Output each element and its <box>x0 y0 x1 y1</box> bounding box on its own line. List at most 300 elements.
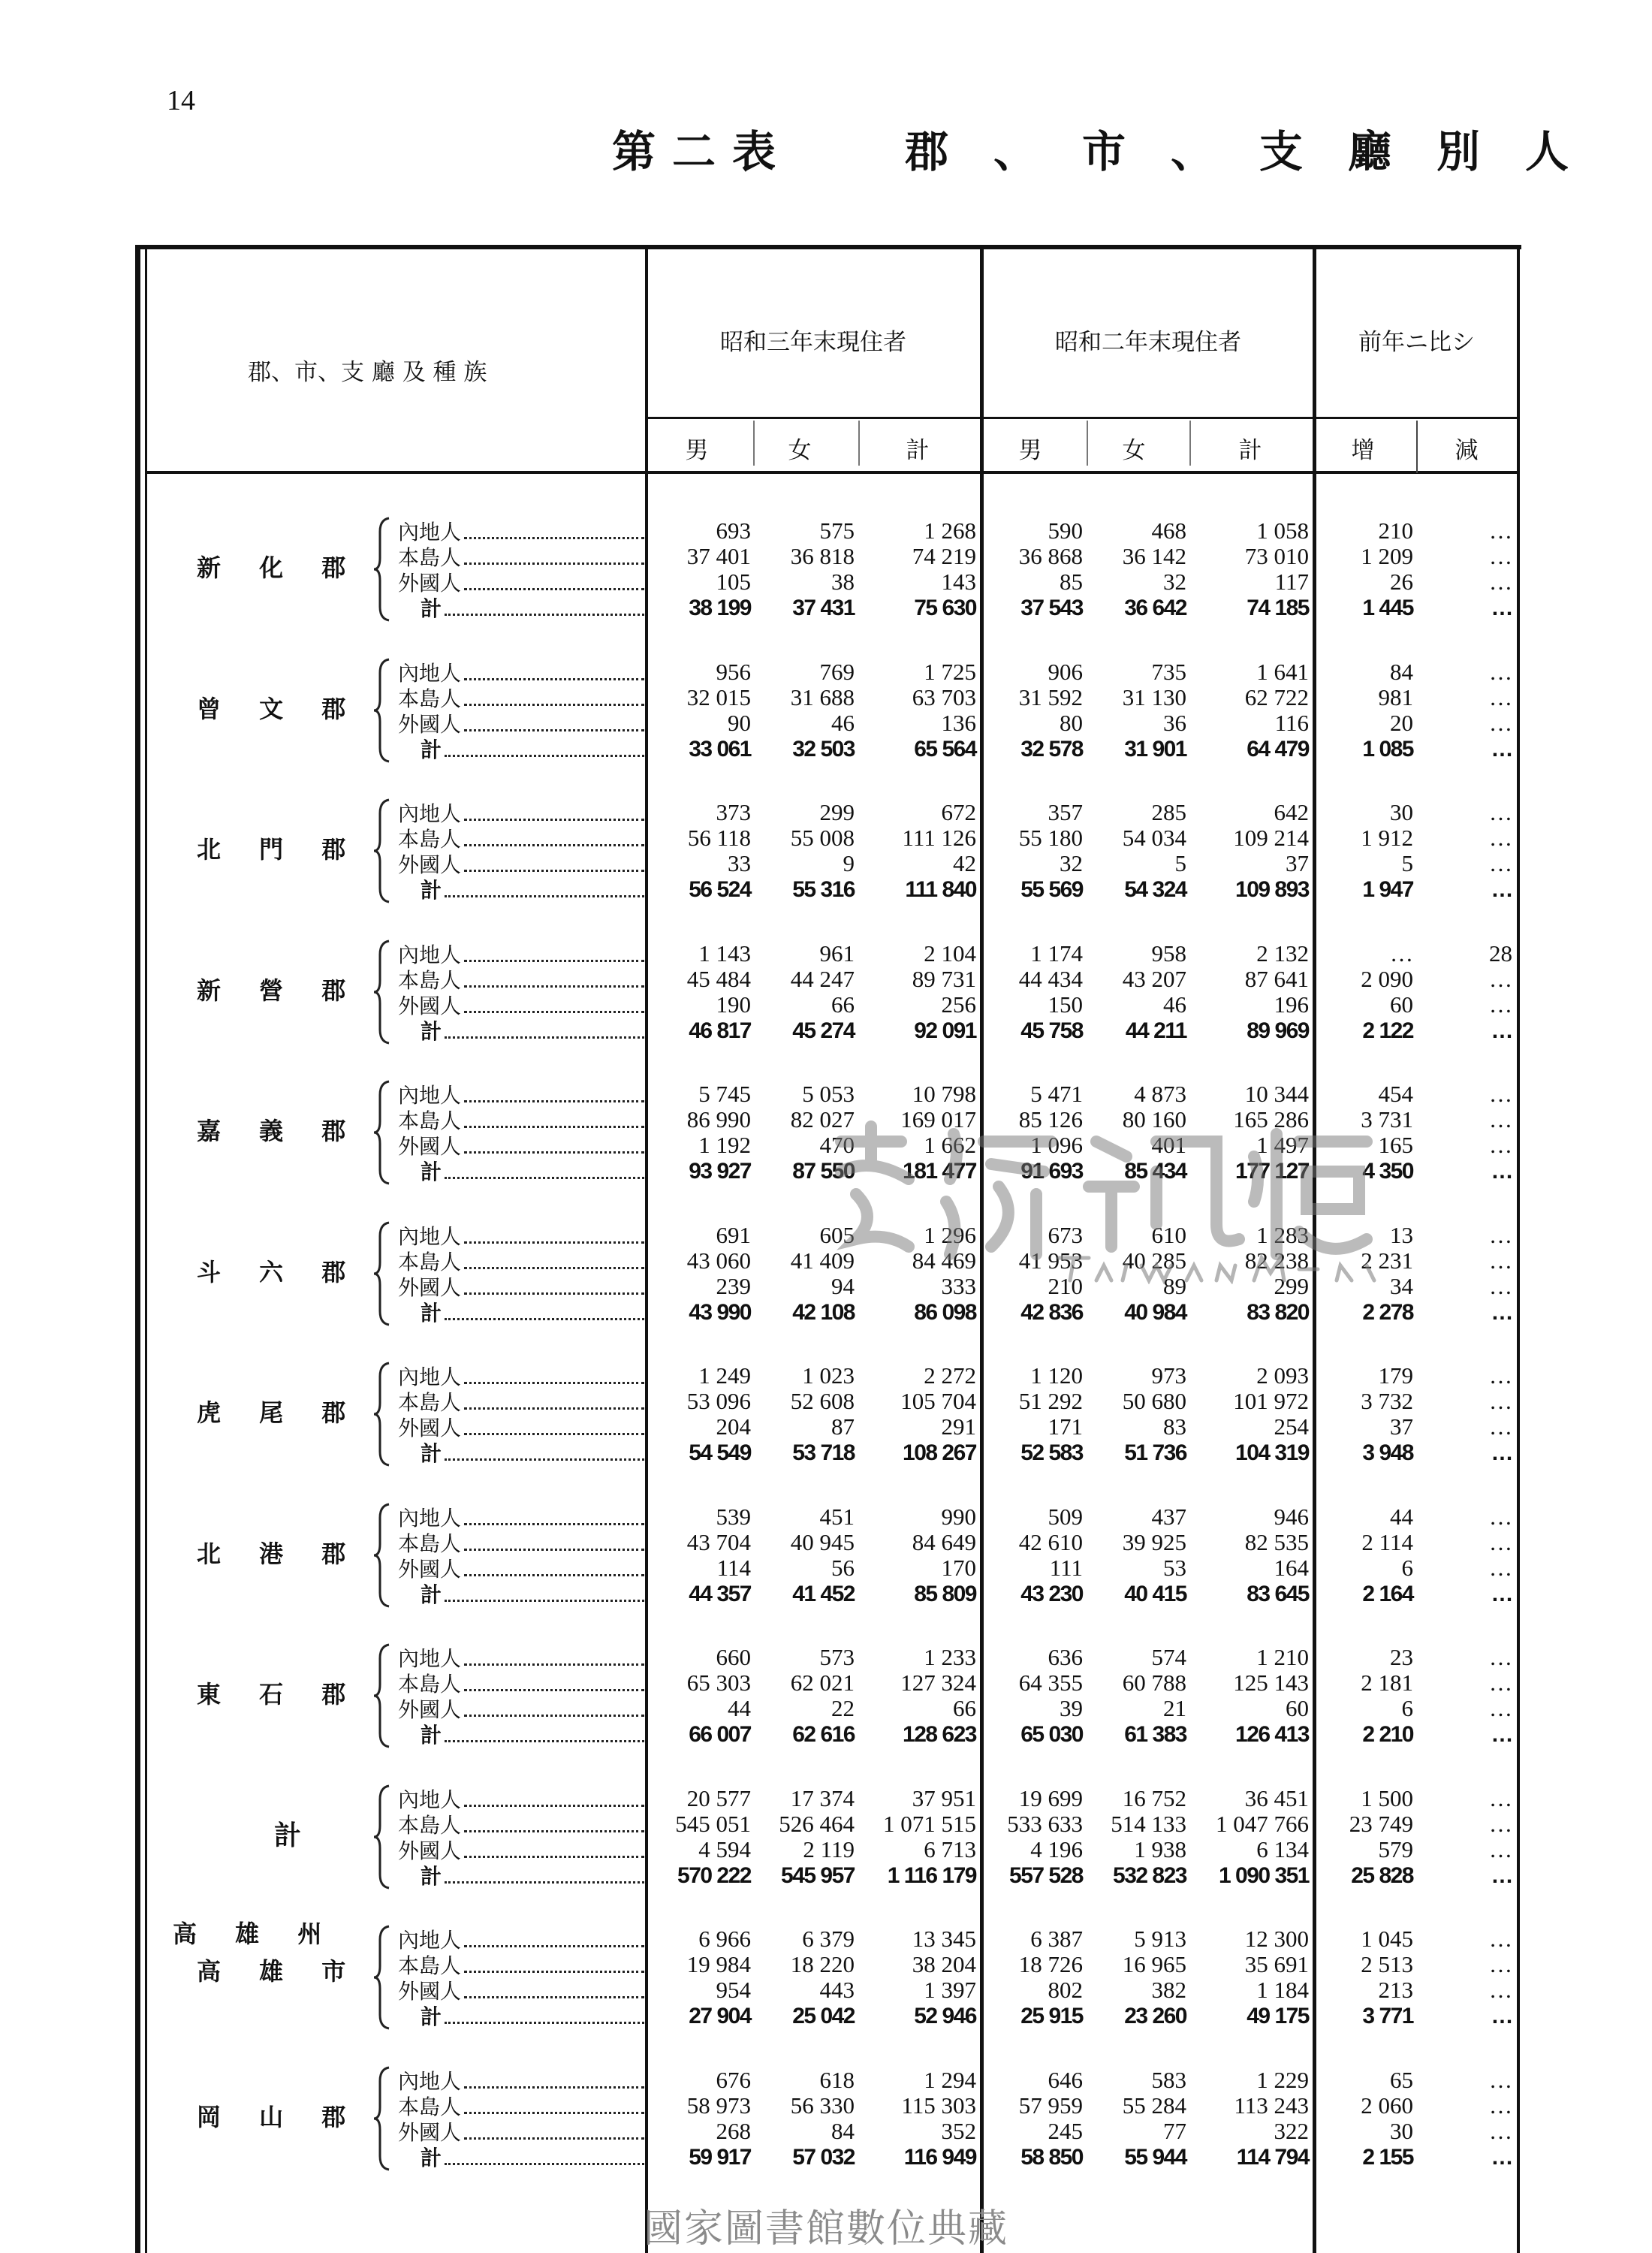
table-cell: 333 <box>941 1272 976 1299</box>
row-label <box>398 569 644 595</box>
table-cell: 53 096 <box>686 1388 751 1414</box>
column-divider <box>1313 248 1316 2253</box>
row-label <box>421 2003 644 2028</box>
brace-icon <box>372 2066 392 2171</box>
table-cell: 4 873 <box>1134 1081 1186 1107</box>
table-cell: 74 185 <box>1247 596 1309 620</box>
table-cell: 239 <box>716 1272 751 1299</box>
table-cell: … <box>1489 658 1512 685</box>
row-label <box>398 544 644 569</box>
table-cell: 73 010 <box>1244 543 1309 569</box>
table-cell: 673 <box>1048 1221 1083 1248</box>
table-cell: 2 278 <box>1362 1299 1413 1325</box>
table-cell: 3 732 <box>1361 1388 1413 1414</box>
table-cell: 5 <box>1174 850 1186 876</box>
dot-leader <box>464 1126 644 1128</box>
dot-leader <box>464 2137 644 2140</box>
table-cell: 36 <box>1163 709 1186 736</box>
table-cell: 36 642 <box>1124 596 1186 620</box>
table-cell: 204 <box>716 1413 751 1440</box>
table-cell: 2 272 <box>924 1362 976 1389</box>
district-name: 東 石 郡 <box>197 1680 361 1709</box>
table-cell: 2 093 <box>1256 1362 1309 1389</box>
brace-icon <box>372 940 392 1045</box>
table-cell: 9 <box>843 850 855 876</box>
row-label-text: 內地人 <box>398 1083 462 1108</box>
table-cell: 38 <box>831 569 855 595</box>
table-cell: 80 <box>1060 709 1083 736</box>
table-cell: … <box>1489 543 1512 569</box>
brace-icon <box>372 517 392 622</box>
row-label <box>398 1811 644 1837</box>
table-cell: 470 <box>819 1132 855 1158</box>
table-cell: 1 058 <box>1256 517 1309 544</box>
dot-leader <box>464 1996 644 1998</box>
row-label <box>421 1158 644 1184</box>
table-cell: 56 330 <box>790 2092 855 2119</box>
table-cell: … <box>1489 850 1512 876</box>
table-cell: 61 383 <box>1124 1722 1186 1747</box>
table-cell: 16 965 <box>1122 1951 1186 1977</box>
table-cell: 256 <box>941 991 976 1018</box>
dot-leader <box>464 1433 644 1435</box>
table-cell: 31 901 <box>1124 736 1186 762</box>
table-cell: 526 464 <box>779 1810 855 1837</box>
table-cell: 37 431 <box>792 596 855 620</box>
table-cell: 352 <box>941 2117 976 2144</box>
table-cell: 1 445 <box>1362 596 1413 620</box>
sub-divider <box>1189 421 1191 466</box>
table-cell: 109 893 <box>1235 877 1309 902</box>
table-cell: 143 <box>941 569 976 595</box>
dot-leader <box>464 1805 644 1807</box>
table-cell: 125 143 <box>1233 1669 1309 1696</box>
table-cell: 111 840 <box>905 877 976 902</box>
table-cell: 109 214 <box>1233 825 1309 851</box>
dot-leader <box>445 1740 644 1742</box>
table-cell: 32 503 <box>792 736 855 762</box>
table-cell: 44 357 <box>689 1581 751 1606</box>
dot-leader <box>445 1600 644 1602</box>
row-label <box>398 1504 644 1530</box>
table-cell: … <box>1489 1644 1512 1670</box>
table-cell: 1 045 <box>1361 1926 1413 1952</box>
subheader-7: 減 <box>1455 437 1479 464</box>
table-cell: 32 015 <box>686 683 751 710</box>
table-cell: 4 350 <box>1362 1159 1413 1184</box>
table-cell: 210 <box>1048 1272 1083 1299</box>
table-cell: 2 122 <box>1362 1018 1413 1043</box>
table-cell: 87 <box>831 1413 855 1440</box>
table-cell: 46 817 <box>689 1018 751 1043</box>
table-cell: 437 <box>1151 1503 1186 1530</box>
dot-leader <box>445 1458 644 1461</box>
table-cell: 1 085 <box>1362 736 1413 762</box>
table-cell: … <box>1489 1106 1512 1133</box>
table-cell: 82 027 <box>790 1106 855 1133</box>
table-cell: 42 836 <box>1020 1299 1083 1325</box>
row-label-text: 外國人 <box>398 1134 462 1159</box>
table-cell: 190 <box>716 991 751 1018</box>
row-label <box>421 2144 644 2170</box>
row-label-text: 本島人 <box>398 1390 462 1415</box>
table-cell: 642 <box>1274 799 1309 825</box>
dot-leader <box>464 562 644 565</box>
table-cell: 53 <box>1163 1554 1186 1581</box>
table-cell: 41 409 <box>790 1247 855 1274</box>
table-cell: … <box>1491 1159 1512 1184</box>
dot-leader <box>464 1971 644 1973</box>
table-cell: 3 771 <box>1362 2004 1413 2028</box>
table-cell: 83 820 <box>1247 1299 1309 1325</box>
table-cell: 66 <box>831 991 855 1018</box>
table-cell: 75 630 <box>914 596 976 620</box>
table-cell: 37 <box>1286 850 1309 876</box>
table-cell: 1 641 <box>1256 658 1309 685</box>
district-name: 曾 文 郡 <box>197 694 361 723</box>
table-cell: 990 <box>941 1503 976 1530</box>
table-cell: 126 413 <box>1235 1722 1309 1747</box>
table-cell: 12 300 <box>1244 1926 1309 1952</box>
subheader-4: 女 <box>1122 437 1146 464</box>
table-cell: 1 023 <box>802 1362 855 1389</box>
table-cell: 164 <box>1274 1554 1309 1581</box>
table-cell: 6 387 <box>1030 1926 1083 1952</box>
dot-leader <box>464 2086 644 2089</box>
table-cell: 89 731 <box>912 965 976 992</box>
table-cell: 169 017 <box>900 1106 976 1133</box>
table-cell: 55 008 <box>790 825 855 851</box>
table-cell: 906 <box>1048 658 1083 685</box>
table-cell: 373 <box>716 799 751 825</box>
table-cell: 545 957 <box>781 1862 855 1888</box>
row-label <box>421 595 644 620</box>
row-label <box>398 1133 644 1158</box>
table-cell: 37 401 <box>686 543 751 569</box>
table-cell: … <box>1491 877 1512 902</box>
table-cell: 672 <box>941 799 976 825</box>
subheader-1: 女 <box>788 437 812 464</box>
table-cell: … <box>1489 517 1512 544</box>
table-left-inner-border <box>145 245 147 2253</box>
table-cell: 401 <box>1151 1132 1186 1158</box>
table-cell: 90 <box>728 709 751 736</box>
row-label <box>421 1018 644 1043</box>
row-label-text: 計 <box>421 737 442 762</box>
table-cell: 40 945 <box>790 1528 855 1555</box>
table-cell: 18 726 <box>1018 1951 1083 1977</box>
row-label <box>421 736 644 762</box>
row-label <box>398 1274 644 1299</box>
table-cell: 981 <box>1378 683 1413 710</box>
table-cell: … <box>1489 991 1512 1018</box>
table-cell: 92 091 <box>914 1018 976 1043</box>
table-cell: … <box>1489 569 1512 595</box>
table-cell: 23 260 <box>1124 2004 1186 2028</box>
table-cell: 5 745 <box>698 1081 751 1107</box>
table-cell: 5 053 <box>802 1081 855 1107</box>
brace-icon <box>372 1362 392 1467</box>
table-cell: 170 <box>941 1554 976 1581</box>
table-cell: 60 788 <box>1122 1669 1186 1696</box>
table-cell: … <box>1491 736 1512 762</box>
table-cell: 25 042 <box>792 2004 855 2028</box>
table-cell: 946 <box>1274 1503 1309 1530</box>
row-label-text: 本島人 <box>398 1249 462 1274</box>
district-name: 岡 山 郡 <box>197 2102 361 2131</box>
table-cell: 3 948 <box>1362 1440 1413 1465</box>
table-cell: 25 828 <box>1351 1862 1413 1888</box>
table-cell: 46 <box>831 709 855 736</box>
table-cell: 116 <box>1274 709 1309 736</box>
dot-leader <box>464 960 644 962</box>
table-cell: 53 718 <box>792 1440 855 1465</box>
dot-leader <box>464 1574 644 1576</box>
row-label-text: 計 <box>421 1160 442 1184</box>
table-cell: 17 374 <box>790 1784 855 1811</box>
row-label-text: 計 <box>421 2004 442 2029</box>
row-label-text: 外國人 <box>398 1838 462 1863</box>
row-label-text: 計 <box>421 1018 442 1044</box>
district-name: 北 港 郡 <box>197 1539 361 1568</box>
table-cell: 514 133 <box>1111 1810 1186 1837</box>
row-label <box>398 851 644 876</box>
subheader-0: 男 <box>685 437 709 464</box>
table-cell: 80 160 <box>1122 1106 1186 1133</box>
header-bottom-border <box>147 471 1518 474</box>
row-label <box>421 1862 644 1888</box>
table-cell: … <box>1489 1695 1512 1721</box>
table-cell: 111 126 <box>902 825 976 851</box>
brace-icon <box>372 1221 392 1326</box>
table-cell: 56 118 <box>687 825 751 851</box>
table-cell: 83 645 <box>1247 1581 1309 1606</box>
table-cell: … <box>1491 596 1512 620</box>
table-cell: 51 292 <box>1018 1388 1083 1414</box>
table-cell: 43 207 <box>1122 965 1186 992</box>
table-cell: 44 211 <box>1125 1018 1186 1043</box>
table-cell: 58 850 <box>1020 2144 1083 2170</box>
row-label-text: 內地人 <box>398 2068 462 2094</box>
dot-leader <box>464 870 644 872</box>
table-cell: 1 229 <box>1256 2066 1309 2093</box>
table-cell: 177 127 <box>1235 1159 1309 1184</box>
table-cell: 32 <box>1060 850 1083 876</box>
table-cell: 2 164 <box>1362 1581 1413 1606</box>
row-label-text: 內地人 <box>398 1646 462 1671</box>
table-cell: 165 286 <box>1233 1106 1309 1133</box>
dot-leader <box>445 1177 644 1179</box>
table-cell: 196 <box>1274 991 1309 1018</box>
table-cell: … <box>1489 2092 1512 2119</box>
column-divider <box>980 248 984 2253</box>
table-cell: … <box>1489 1221 1512 1248</box>
table-cell: 36 451 <box>1244 1784 1309 1811</box>
table-cell: 62 021 <box>790 1669 855 1696</box>
subheader-3: 男 <box>1018 437 1042 464</box>
row-label-text: 外國人 <box>398 1979 462 2004</box>
district-name: 北 門 郡 <box>197 835 361 864</box>
table-cell: 2 104 <box>924 940 976 967</box>
table-cell: 735 <box>1151 658 1186 685</box>
table-cell: 1 090 351 <box>1219 1862 1309 1888</box>
row-label-text: 本島人 <box>398 1531 462 1556</box>
subheader-6: 增 <box>1351 437 1375 464</box>
row-label <box>398 1081 644 1107</box>
table-cell: 37 543 <box>1020 596 1083 620</box>
row-label <box>421 1721 644 1747</box>
table-cell: 63 703 <box>912 683 976 710</box>
table-cell: 2 210 <box>1362 1722 1413 1747</box>
row-label-text: 外國人 <box>398 1416 462 1440</box>
table-cell: 23 <box>1390 1644 1413 1670</box>
table-cell: 113 243 <box>1234 2092 1309 2119</box>
table-cell: 83 <box>1163 1413 1186 1440</box>
dot-leader <box>445 1881 644 1884</box>
table-cell: 1 268 <box>924 517 976 544</box>
row-label-text: 內地人 <box>398 1223 462 1249</box>
table-cell: 468 <box>1151 517 1186 544</box>
table-cell: 86 990 <box>686 1106 751 1133</box>
table-cell: 299 <box>1274 1272 1309 1299</box>
row-label <box>398 1555 644 1581</box>
table-cell: 56 <box>831 1554 855 1581</box>
table-left-border <box>135 245 140 2253</box>
dot-leader <box>464 2112 644 2114</box>
table-cell: 37 <box>1390 1413 1413 1440</box>
row-label <box>398 2068 644 2093</box>
table-cell: 1 143 <box>698 940 751 967</box>
dot-leader <box>464 537 644 539</box>
table-cell: 509 <box>1048 1503 1083 1530</box>
table-cell: 32 <box>1163 569 1186 595</box>
row-label-text: 外國人 <box>398 571 462 596</box>
dot-leader <box>445 1036 644 1039</box>
table-cell: 533 633 <box>1007 1810 1083 1837</box>
table-cell: 4 594 <box>698 1835 751 1862</box>
table-cell: 618 <box>819 2066 855 2093</box>
row-label-text: 內地人 <box>398 801 462 826</box>
table-cell: 85 809 <box>914 1581 976 1606</box>
table-cell: 115 303 <box>901 2092 976 2119</box>
table-cell: 77 <box>1163 2117 1186 2144</box>
table-cell: 38 204 <box>912 1951 976 1977</box>
table-cell: 4 196 <box>1030 1835 1083 1862</box>
table-cell: 45 274 <box>792 1018 855 1043</box>
table-cell: 55 944 <box>1124 2144 1186 2170</box>
table-cell: 1 662 <box>924 1132 976 1158</box>
table-cell: 693 <box>716 517 751 544</box>
table-cell: … <box>1491 2004 1512 2028</box>
row-label-text: 外國人 <box>398 1556 462 1582</box>
header-showa3: 昭和三年末現住者 <box>720 329 906 356</box>
table-cell: 31 688 <box>790 683 855 710</box>
table-cell: 245 <box>1048 2117 1083 2144</box>
subheader-2: 計 <box>906 437 930 464</box>
table-cell: 36 142 <box>1122 543 1186 569</box>
table-cell: … <box>1489 1413 1512 1440</box>
sub-divider <box>753 421 755 466</box>
table-cell: 56 524 <box>689 877 751 902</box>
column-divider <box>645 248 648 2253</box>
table-cell: … <box>1491 1862 1512 1888</box>
dot-leader <box>445 895 644 897</box>
table-cell: … <box>1489 1951 1512 1977</box>
table-cell: 38 199 <box>689 596 751 620</box>
dot-leader <box>464 844 644 846</box>
table-cell: 2 060 <box>1361 2092 1413 2119</box>
table-cell: 19 984 <box>686 1951 751 1977</box>
table-cell: 85 434 <box>1124 1159 1186 1184</box>
row-label <box>398 992 644 1018</box>
table-cell: 213 <box>1378 1977 1413 2003</box>
table-cell: 57 032 <box>792 2144 855 2170</box>
table-cell: 20 577 <box>686 1784 751 1811</box>
table-cell: 104 319 <box>1235 1440 1309 1465</box>
table-cell: 181 477 <box>903 1159 976 1184</box>
row-label-text: 計 <box>421 1441 442 1466</box>
dot-leader <box>464 1292 644 1295</box>
table-cell: 1 096 <box>1030 1132 1083 1158</box>
row-label <box>398 2093 644 2119</box>
table-cell: 646 <box>1048 2066 1083 2093</box>
table-cell: 539 <box>716 1503 751 1530</box>
table-cell: 65 303 <box>686 1669 751 1696</box>
table-cell: 21 <box>1163 1695 1186 1721</box>
row-label-text: 計 <box>421 1723 442 1748</box>
table-cell: 954 <box>716 1977 751 2003</box>
dot-leader <box>464 1011 644 1013</box>
table-cell: … <box>1491 1018 1512 1043</box>
table-cell: 6 966 <box>698 1926 751 1952</box>
table-cell: … <box>1491 1722 1512 1747</box>
table-cell: 570 222 <box>677 1862 751 1888</box>
row-label-text: 本島人 <box>398 1672 462 1697</box>
row-label-text: 本島人 <box>398 827 462 852</box>
brace-icon <box>372 1925 392 2030</box>
table-cell: … <box>1491 2144 1512 2170</box>
table-cell: 46 <box>1163 991 1186 1018</box>
table-cell: 42 108 <box>792 1299 855 1325</box>
table-cell: … <box>1491 1581 1512 1606</box>
dot-leader <box>464 985 644 988</box>
table-cell: 127 324 <box>900 1669 976 1696</box>
table-cell: 60 <box>1286 1695 1309 1721</box>
table-cell: 1 397 <box>924 1977 976 2003</box>
table-cell: 5 913 <box>1134 1926 1186 1952</box>
brace-icon <box>372 658 392 763</box>
row-label-text: 外國人 <box>398 993 462 1018</box>
row-label <box>421 876 644 902</box>
table-cell: 2 114 <box>1361 1528 1413 1555</box>
table-cell: 171 <box>1048 1413 1083 1440</box>
table-cell: 961 <box>819 940 855 967</box>
table-cell: 210 <box>1378 517 1413 544</box>
table-cell: … <box>1489 2066 1512 2093</box>
row-label-text: 外國人 <box>398 1274 462 1300</box>
table-cell: 150 <box>1048 991 1083 1018</box>
row-label <box>398 518 644 544</box>
table-cell: 55 284 <box>1122 2092 1186 2119</box>
table-cell: 44 247 <box>790 965 855 992</box>
table-cell: 958 <box>1151 940 1186 967</box>
table-cell: 1 184 <box>1256 1977 1309 2003</box>
table-cell: 89 969 <box>1247 1018 1309 1043</box>
table-cell: 10 798 <box>912 1081 976 1107</box>
header-divider <box>647 417 1519 419</box>
sub-divider <box>1087 421 1088 466</box>
row-label <box>398 1977 644 2003</box>
